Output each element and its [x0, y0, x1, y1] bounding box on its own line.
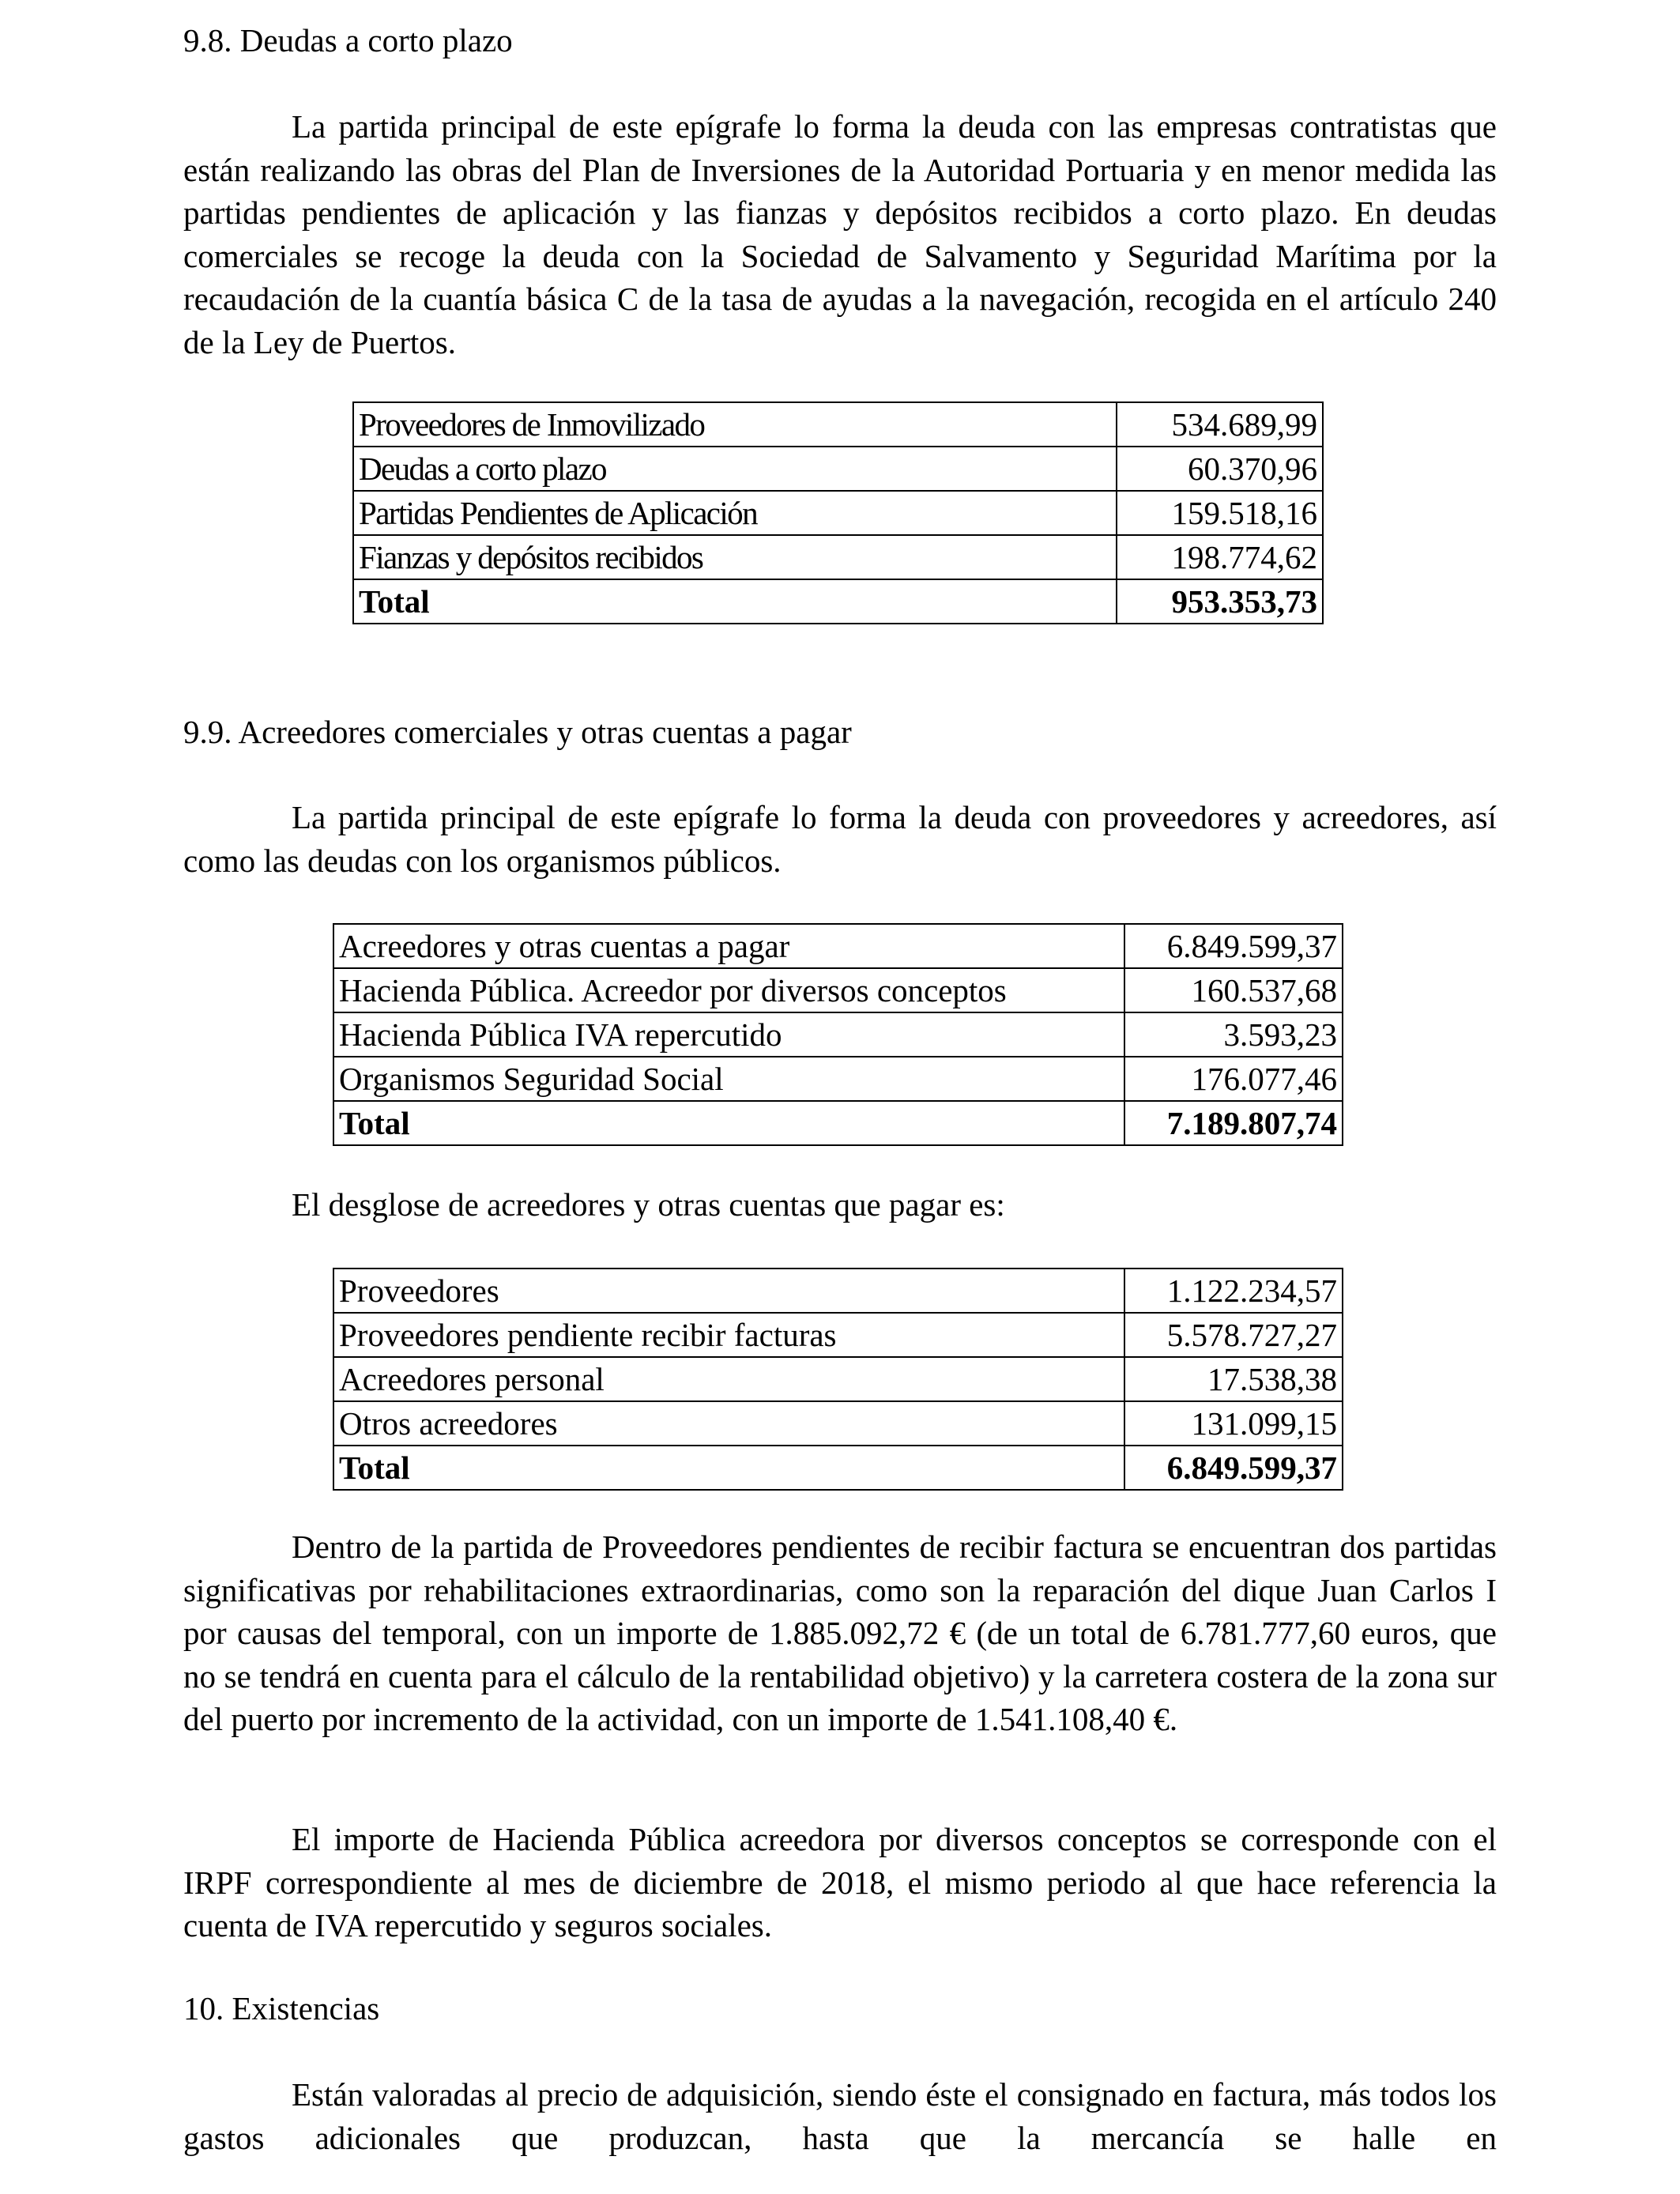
table-row	[333, 924, 1343, 968]
table-row	[333, 968, 1343, 1012]
section-9-9-paragraph: La partida principal de este epígrafe lo forma la deuda con proveedores y acreedores, así como las deudas con los organismos públicos.	[183, 799, 1497, 879]
row-label: Acreedores y otras cuentas a pagar	[333, 924, 1124, 968]
pending-invoices-paragraph: Dentro de la partida de Proveedores pendientes de recibir factura se encuentran dos partidas significativas por rehabilitaciones extraordinarias, como son la reparación del dique Juan Carlos I por causas del temporal, con un importe de 1.885.092,72 € (de un total de 6.781.777,60 euros, que no se tendrá en cuenta para el cálculo de la rentabilidad objetivo) y la carretera costera de la zona sur del puerto por incremento de la actividad, con un importe de 1.541.108,40 €.	[183, 1529, 1497, 1737]
row-label: Proveedores de Inmovilizado	[353, 402, 1117, 447]
breakdown-intro: El desglose de acreedores y otras cuentas que pagar es:	[292, 1186, 1005, 1223]
table-row	[333, 1357, 1343, 1401]
table-row	[353, 535, 1323, 579]
table-row	[333, 1057, 1343, 1101]
row-value: 198.774,62	[1117, 535, 1323, 579]
row-label: Hacienda Pública. Acreedor por diversos conceptos	[333, 968, 1124, 1012]
row-value: 176.077,46	[1124, 1057, 1343, 1101]
row-label: Proveedores pendiente recibir facturas	[333, 1313, 1124, 1357]
table-total-row	[333, 1101, 1343, 1145]
row-value: 6.849.599,37	[1124, 924, 1343, 968]
table-row	[333, 1313, 1343, 1357]
section-10-heading: 10. Existencias	[183, 1990, 380, 2026]
total-label: Total	[333, 1101, 1124, 1145]
short-term-debts-table	[352, 401, 1324, 624]
row-value: 159.518,16	[1117, 491, 1323, 535]
section-9-8-heading: 9.8. Deudas a corto plazo	[183, 22, 513, 58]
row-label: Otros acreedores	[333, 1401, 1124, 1446]
row-value: 160.537,68	[1124, 968, 1343, 1012]
table-total-row	[353, 579, 1323, 624]
section-9-9-heading: 9.9. Acreedores comerciales y otras cuentas a pagar	[183, 714, 852, 750]
row-label: Acreedores personal	[333, 1357, 1124, 1401]
table-row	[353, 402, 1323, 447]
row-value: 3.593,23	[1124, 1012, 1343, 1057]
row-label: Organismos Seguridad Social	[333, 1057, 1124, 1101]
total-label: Total	[333, 1446, 1124, 1490]
row-label: Partidas Pendientes de Aplicación	[353, 491, 1117, 535]
row-value: 131.099,15	[1124, 1401, 1343, 1446]
row-value: 5.578.727,27	[1124, 1313, 1343, 1357]
row-label: Fianzas y depósitos recibidos	[353, 535, 1117, 579]
table-row	[353, 491, 1323, 535]
table-row	[333, 1269, 1343, 1313]
section-9-8-paragraph: La partida principal de este epígrafe lo forma la deuda con las empresas contratistas que están realizando las obras del Plan de Inversiones de la Autoridad Portuaria y en menor medida las partidas pendientes de aplicación y las fianzas y depósitos recibidos a corto plazo. En deudas comerciales se recoge la deuda con la Sociedad de Salvamento y Seguridad Marítima por la recaudación de la cuantía básica C de la tasa de ayudas a la navegación, recogida en el artículo 240 de la Ley de Puertos.	[183, 108, 1497, 360]
total-label: Total	[353, 579, 1117, 624]
total-value: 6.849.599,37	[1124, 1446, 1343, 1490]
row-value: 60.370,96	[1117, 447, 1323, 491]
table-row	[353, 447, 1323, 491]
creditors-table	[333, 923, 1343, 1146]
creditors-breakdown-table	[333, 1268, 1343, 1491]
row-label: Deudas a corto plazo	[353, 447, 1117, 491]
row-label: Hacienda Pública IVA repercutido	[333, 1012, 1124, 1057]
row-value: 1.122.234,57	[1124, 1269, 1343, 1313]
total-value: 953.353,73	[1117, 579, 1323, 624]
table-row	[333, 1401, 1343, 1446]
table-row	[333, 1012, 1343, 1057]
section-10-paragraph: Están valoradas al precio de adquisición, siendo éste el consignado en factura, más todos los gastos adicionales que produzcan, hasta que la mercancía se halle en	[183, 2076, 1497, 2156]
row-value: 534.689,99	[1117, 402, 1323, 447]
tax-authority-paragraph: El importe de Hacienda Pública acreedora por diversos conceptos se corresponde con el IRPF correspondiente al mes de diciembre de 2018, el mismo periodo al que hace referencia la cuenta de IVA repercutido y seguros sociales.	[183, 1821, 1497, 1943]
table-total-row	[333, 1446, 1343, 1490]
row-label: Proveedores	[333, 1269, 1124, 1313]
total-value: 7.189.807,74	[1124, 1101, 1343, 1145]
row-value: 17.538,38	[1124, 1357, 1343, 1401]
